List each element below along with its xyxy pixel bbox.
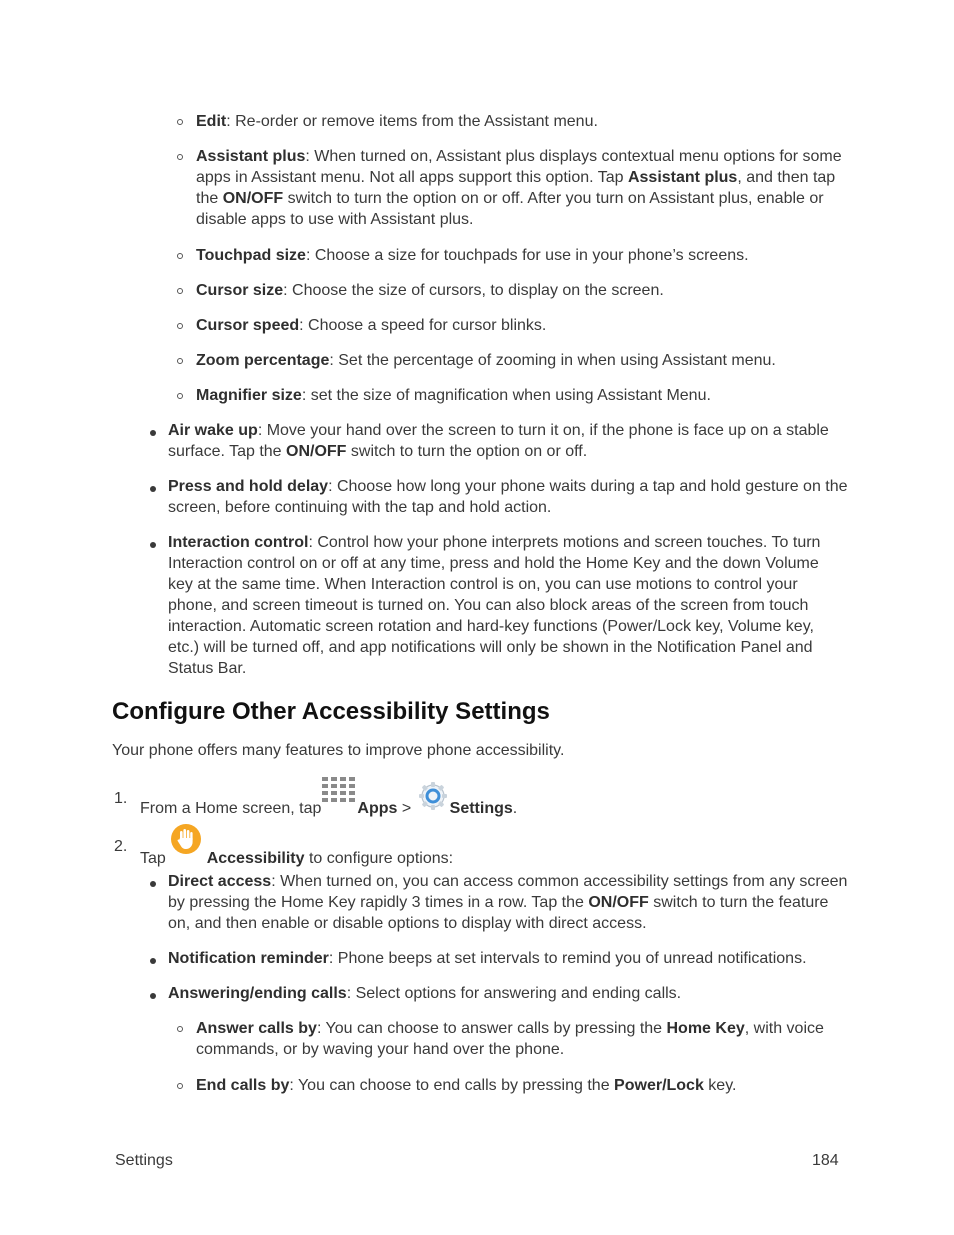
bullet-item-answering-ending-calls: Answering/ending calls: Select options for answering and ending calls. [168, 985, 682, 1002]
sub-bullet-marker [176, 323, 184, 331]
sub-item-magnifier-size: Magnifier size: set the size of magnification when using Assistant Menu. [196, 387, 711, 404]
bullet-item-press-and-hold-delay: Press and hold delay: Choose how long your phone waits during a tap and hold gesture on the screen, before continuing with the tap and hold action. [168, 478, 848, 516]
sub-bullet-marker [176, 393, 184, 401]
bullet-marker [150, 430, 156, 436]
sub-bullet-marker [176, 288, 184, 296]
bullet-item-direct-access: Direct access: When turned on, you can access common accessibility settings from any screen by pressing the Home Key rapidly 3 times in a row. Tap the ON/OFF switch to turn the feature on, and then enable or disable options to display with direct access. [168, 873, 848, 932]
sub-bullet-marker [176, 154, 184, 162]
bullet-item-notification-reminder: Notification reminder: Phone beeps at set intervals to remind you of unread notifications. [168, 950, 807, 967]
sub-bullet-marker [176, 1026, 184, 1034]
sub-item-answer-calls-by: Answer calls by: You can choose to answer calls by pressing the Home Key, with voice commands, or by waving your hand over the phone. [196, 1020, 824, 1058]
sub-bullet-marker [176, 253, 184, 261]
sub-item-edit: Edit: Re-order or remove items from the Assistant menu. [196, 113, 598, 130]
sub-item-end-calls-by: End calls by: You can choose to end calls by pressing the Power/Lock key. [196, 1077, 737, 1094]
bullet-marker [150, 486, 156, 492]
apps-grid-icon [321, 775, 357, 820]
bullet-item-air-wake-up: Air wake up: Move your hand over the screen to turn it on, if the phone is face up on a stable surface. Tap the ON/OFF switch to turn the option on or off. [168, 422, 829, 460]
footer-section-name: Settings [115, 1152, 173, 1169]
bullet-marker [150, 993, 156, 999]
sub-item-assistant-plus: Assistant plus: When turned on, Assistant plus displays contextual menu options for some apps in Assistant menu. Not all apps support this option. Tap Assistant plus, and then tap the ON/OFF switch to turn the option on or off. After you turn on Assistant plus, enable or disable apps to use with Assistant plus. [196, 148, 842, 228]
bullet-marker [150, 542, 156, 548]
sub-bullet-marker [176, 119, 184, 127]
sub-item-zoom-percentage: Zoom percentage: Set the percentage of zooming in when using Assistant menu. [196, 352, 776, 369]
sub-bullet-marker [176, 1083, 184, 1091]
settings-gear-icon [418, 781, 448, 824]
sub-item-touchpad-size: Touchpad size: Choose a size for touchpads for use in your phone’s screens. [196, 247, 749, 264]
step-number: 1. [114, 790, 128, 807]
sub-item-cursor-size: Cursor size: Choose the size of cursors, to display on the screen. [196, 282, 664, 299]
footer-page-number: 184 [812, 1152, 839, 1169]
bullet-marker [150, 881, 156, 887]
section-heading: Configure Other Accessibility Settings [112, 698, 550, 725]
step-2: Tap Accessibility to configure options: [140, 823, 840, 876]
step-1: From a Home screen, tap Apps > Settings. [140, 775, 840, 826]
sub-bullet-marker [176, 358, 184, 366]
bullet-item-interaction-control: Interaction control: Control how your phone interprets motions and screen touches. To turn Interaction control on or off at any time, press and hold the Home Key and the down Volume key at the same time. When Interaction control is on, you can use motions to control your phone, and screen timeout is turned on. You can also block areas of the screen from touch interaction. Automatic screen rotation and hard-key functions (Power/Lock key, Volume key, etc.) will be turned off, and app notifications will only be shown in the Notification Panel and Status Bar. [168, 534, 821, 677]
hand-icon [170, 823, 202, 868]
section-intro: Your phone offers many features to improve phone accessibility. [112, 742, 565, 759]
bullet-marker [150, 958, 156, 964]
sub-item-cursor-speed: Cursor speed: Choose a speed for cursor blinks. [196, 317, 547, 334]
step-number: 2. [114, 838, 128, 855]
